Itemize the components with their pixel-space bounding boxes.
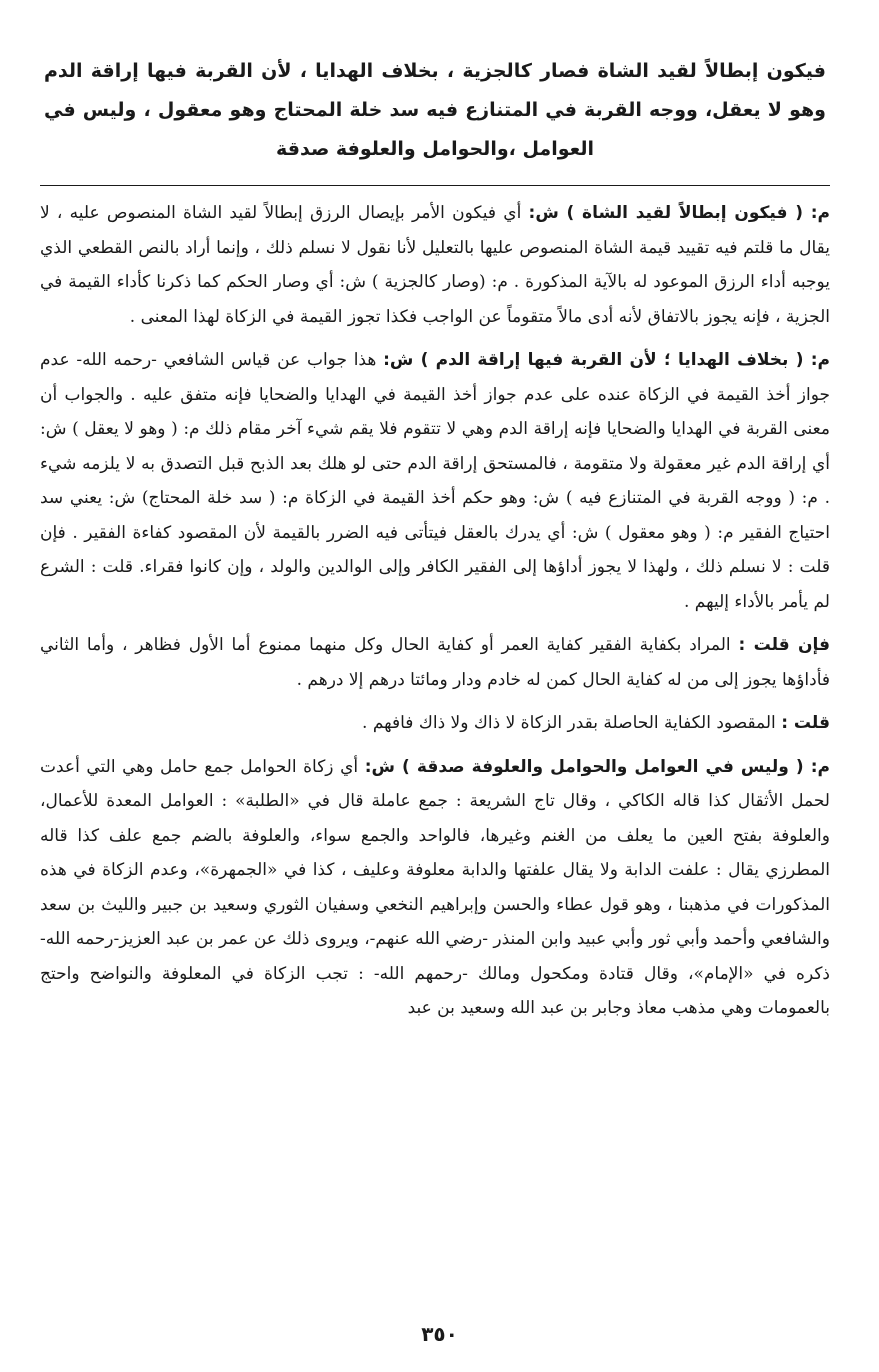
matn-text: فيكون إبطالاً لقيد الشاة فصار كالجزية ، بخلاف الهدايا ، لأن القربة فيها إراقة الدم وهو لا يعقل، ووجه القربة في المتنازع فيه سد خلة المحتاج وهو معقول ، وليس في العوامل ،والحوامل والعلوفة صدقة: [44, 60, 826, 160]
page-content: [40, 52, 830, 1035]
paragraph-lead: قلت :: [781, 713, 830, 733]
commentary-paragraph: [40, 750, 830, 1026]
paragraph-lead: م: ( فيكون إبطالاً لقيد الشاة ) ش:: [528, 203, 830, 223]
commentary-paragraph: [40, 343, 830, 619]
commentary-paragraph: [40, 196, 830, 334]
page-number: ٣٥٠: [421, 1322, 458, 1346]
paragraph-lead: فإن قلت :: [738, 635, 830, 655]
paragraph-lead: م: ( وليس في العوامل والحوامل والعلوفة صدقة ) ش:: [364, 756, 831, 777]
paragraph-text: أي فيكون الأمر بإيصال الرزق إبطالاً لقيد الشاة المنصوص عليه ، لا يقال ما قلتم فيه تقييد قيمة الشاة المنصوص عليها بالتعليل لأنا نقول لا نسلم ذلك ، وإنما أراد بالنص القطعي الذي يوجبه أداء الرزق الموعود له بالآية المذكورة . م: (وصار كالجزية ) ش: أي وصار الحكم كما ذكرنا كأداء القيمة في الجزية ، فإنه يجوز بالاتفاق لأنه أدى مالاً متقوماً عن الواجب فكذا تجوز القيمة في الزكاة لهذا المعنى .: [40, 203, 830, 327]
paragraph-text: أي زكاة الحوامل جمع حامل وهي التي أعدت لحمل الأثقال كذا قاله الكاكي ، وقال تاج الشريعة : جمع عاملة قال في «الطلبة» : العوامل المعدة للأعمال، والعلوفة بفتح العين ما يعلف من الغنم وغيرها، فالواحد والجمع سواء، والعلوفة بالضم جمع علف كذا قاله المطرزي يقال : علفت الدابة ولا يقال علفتها والدابة معلوفة وعليف ، كذا في «الجمهرة»، وعدم الزكاة في هذه المذكورات في مذهبنا ، وهو قول عطاء والحسن وإبراهيم النخعي وسفيان الثوري وسعيد بن جبير والليث بن سعد والشافعي وأحمد وأبي ثور وأبي عبيد وابن المنذر -رضي الله عنهم-، ويروى ذلك عن عمر بن عبد العزيز-رحمه الله- ذكره في «الإمام»، وقال قتادة ومكحول ومالك -رحمهم الله- : تجب الزكاة في المعلوفة والنواضح واحتج بالعمومات وهي مذهب معاذ وجابر بن عبد الله وسعيد بن عبد: [40, 756, 830, 1018]
commentary-paragraph: [40, 706, 830, 741]
paragraph-text: المقصود الكفاية الحاصلة بقدر الزكاة لا ذاك ولا ذاك فافهم .: [362, 713, 776, 733]
paragraph-lead: م: ( بخلاف الهدايا ؛ لأن القربة فيها إراقة الدم ) ش:: [383, 350, 830, 370]
commentary: [40, 196, 830, 1026]
paragraph-text: هذا جواب عن قياس الشافعي -رحمه الله- عدم جواز أخذ القيمة في الزكاة عنده على عدم جواز أخذ القيمة في الهدايا والضحايا فإنه متفق عليه . والجواب أن معنى القربة في الهدايا والضحايا فإنه إراقة الدم وهي لا تتقوم فلا يقم شيء آخر مقام ذلك م: ( وهو لا يعقل ) ش: أي إراقة الدم غير معقولة ولا متقومة ، فالمستحق إراقة الدم حتى لو هلك بعد الذبح قبل التصدق به لا يلزمه شيء . م: ( ووجه القربة في المتنازع فيه ) ش: وهو حكم أخذ القيمة في الزكاة م: ( سد خلة المحتاج) ش: يعني سد احتياج الفقير م: ( وهو معقول ) ش: أي يدرك بالعقل فيتأتى فيه الضرر بالقيمة لأن المقصود كفاءة الفقير . فإن قلت : لا نسلم ذلك ، ولهذا لا يجوز أداؤها إلى الفقير الكافر وإلى الوالدين والولد ، وإن كانوا فقراء. قلت : الشرع لم يأمر بالأداء إليهم .: [40, 350, 830, 612]
paragraph-text: المراد بكفاية الفقير كفاية العمر أو كفاية الحال وكل منهما ممنوع أما الأول فظاهر ، وأما الثاني فأداؤها يجوز إلى من له كفاية الحال كمن له خادم ودار ومائتا درهم إلا درهم .: [40, 635, 830, 690]
separator-rule: [40, 185, 830, 186]
commentary-paragraph: [40, 628, 830, 697]
